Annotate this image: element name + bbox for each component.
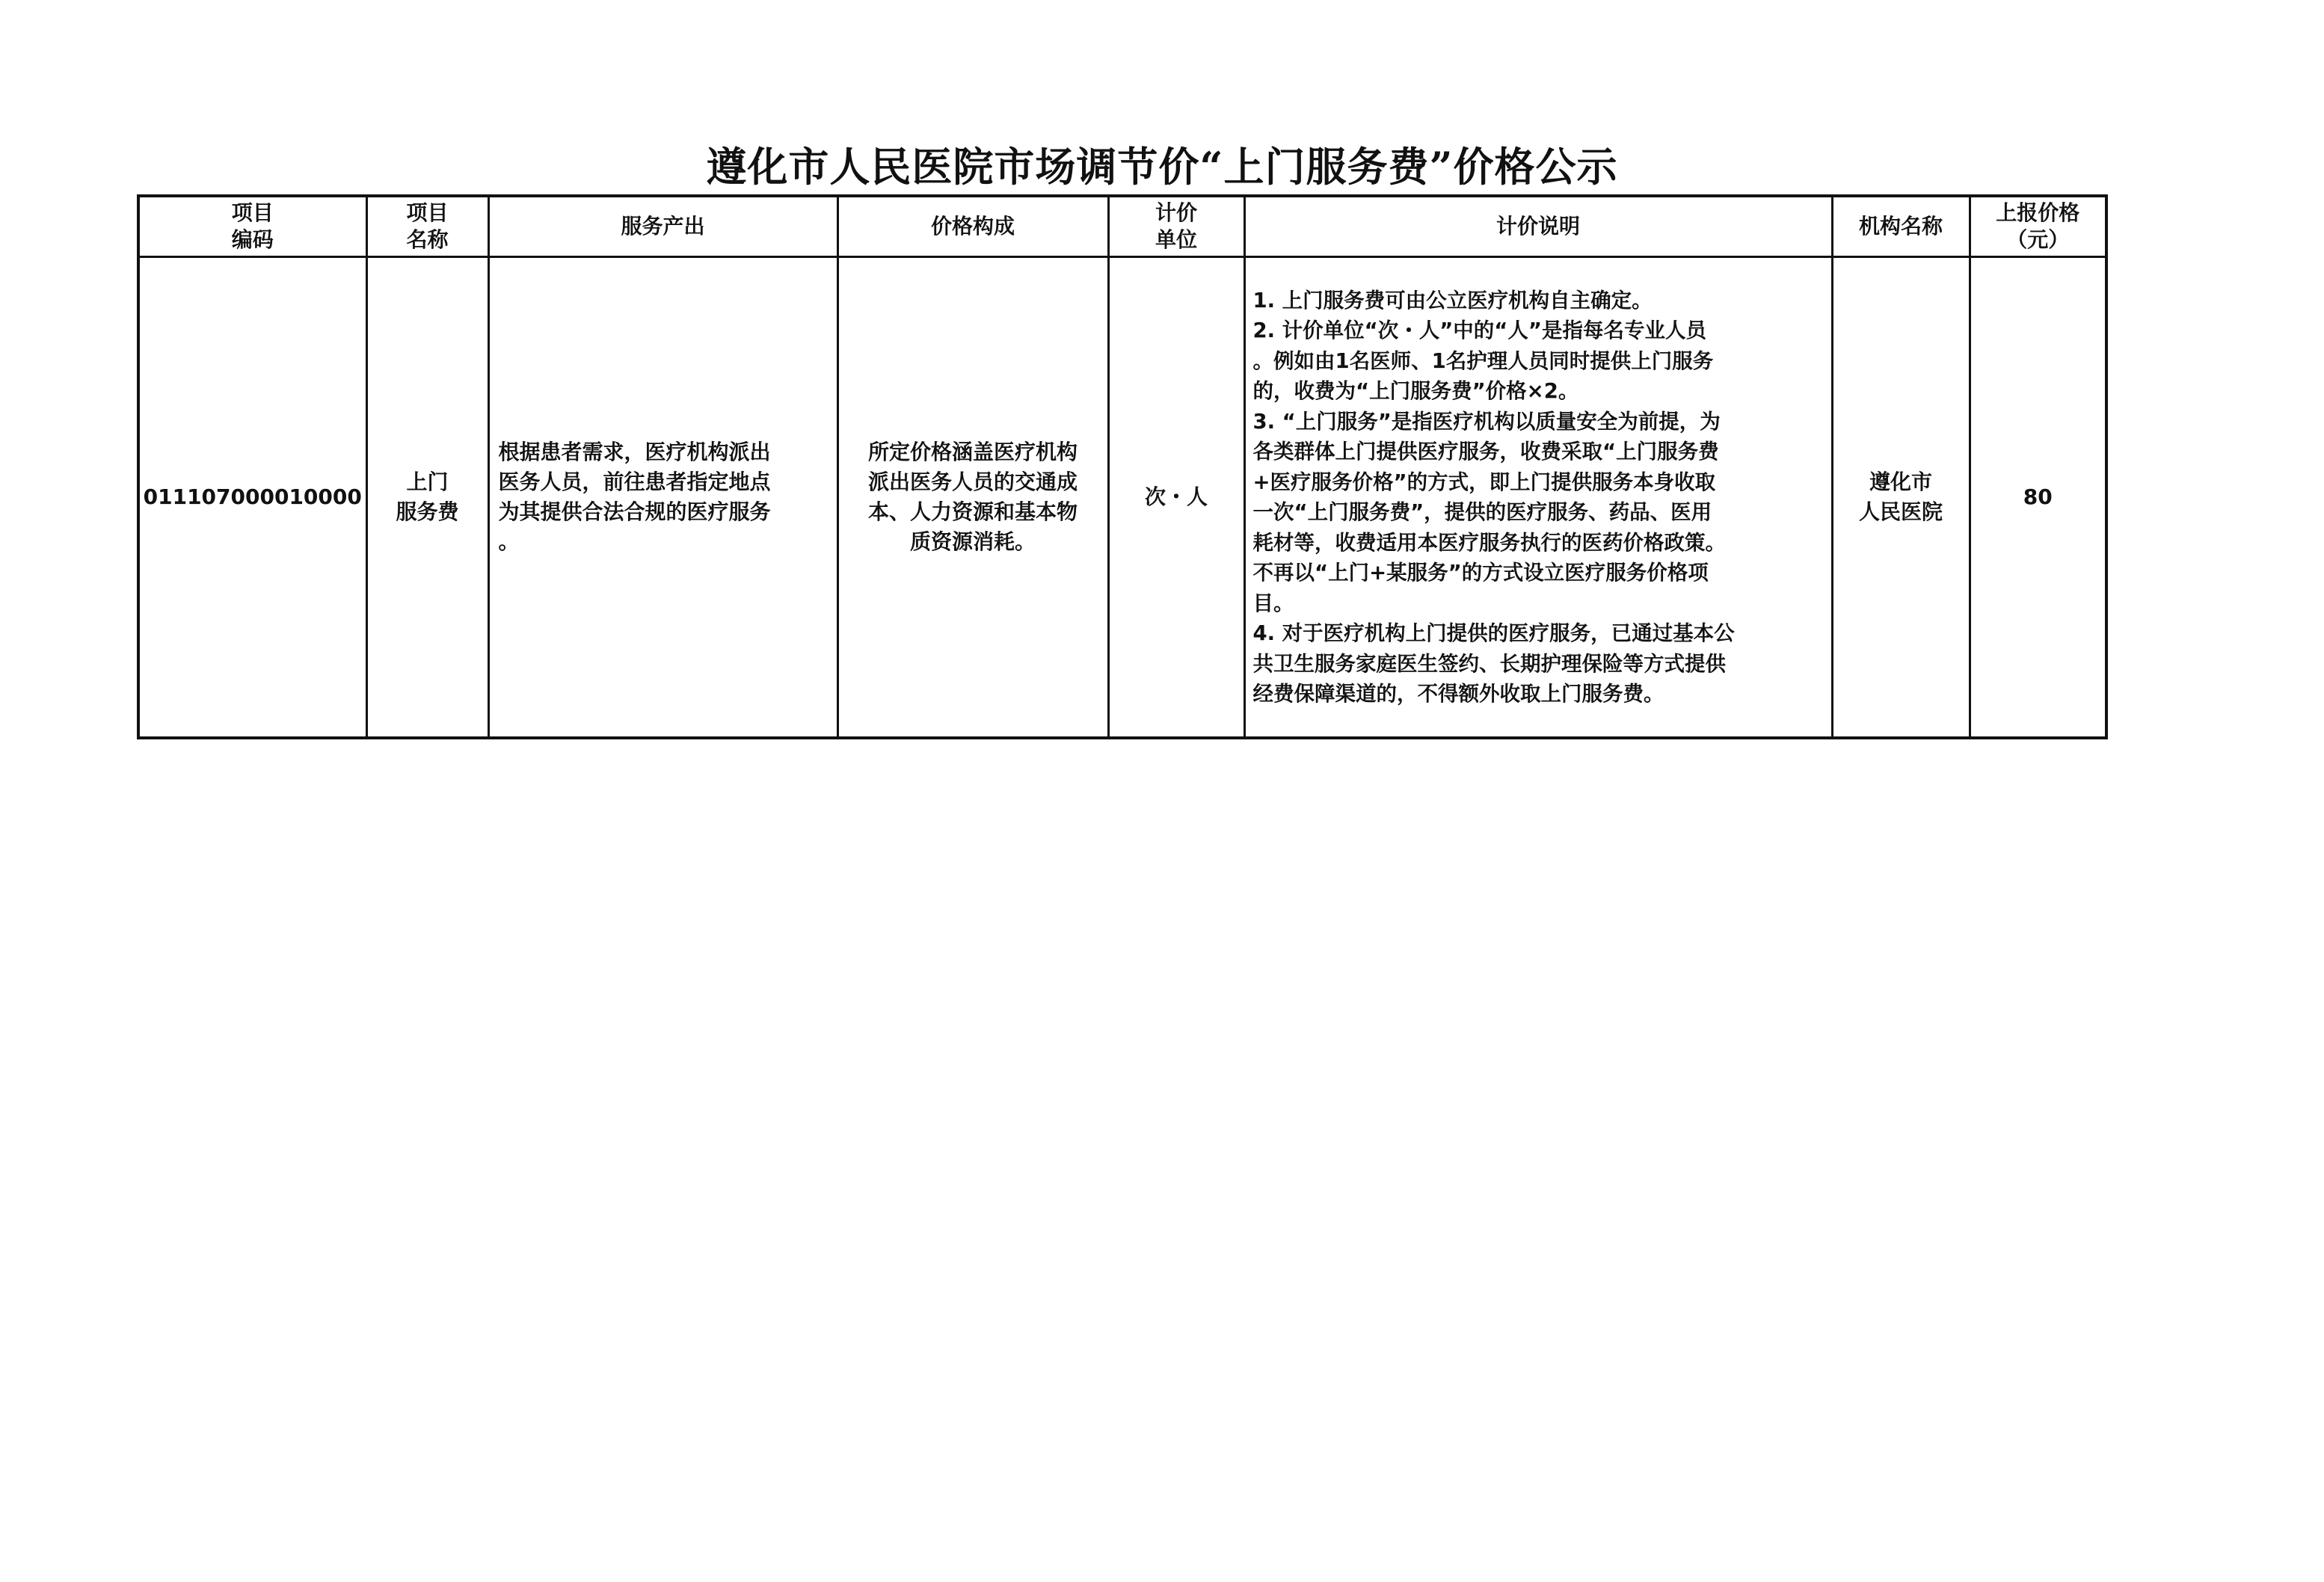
header-composition: 价格构成 xyxy=(837,196,1108,257)
note-line: 4. 对于医疗机构上门提供的医疗服务，已通过基本公 xyxy=(1252,621,1735,645)
note-line: 3. “上门服务”是指医疗机构以质量安全为前提，为 xyxy=(1252,409,1721,434)
note-line: +医疗服务价格”的方式，即上门提供服务本身收取 xyxy=(1252,470,1716,494)
cell-output: 根据患者需求，医疗机构派出 医务人员，前往患者指定地点 为其提供合法合规的医疗服务 。 xyxy=(488,257,837,739)
note-line: 。例如由1名医师、1名护理人员同时提供上门服务 xyxy=(1252,348,1714,373)
header-institution: 机构名称 xyxy=(1832,196,1970,257)
note-line: 不再以“上门+某服务”的方式设立医疗服务价格项 xyxy=(1252,561,1709,585)
note-line: 共卫生服务家庭医生签约、长期护理保险等方式提供 xyxy=(1252,651,1726,676)
price-table xyxy=(137,194,2108,739)
header-row xyxy=(138,196,2106,257)
note-line: 2. 计价单位“次・人”中的“人”是指每名专业人员 xyxy=(1252,318,1706,342)
header-unit: 计价 单位 xyxy=(1108,196,1244,257)
note-line: 1. 上门服务费可由公立医疗机构自主确定。 xyxy=(1252,288,1653,313)
note-line: 目。 xyxy=(1252,591,1294,615)
page-title: 遵化市人民医院市场调节价“上门服务费”价格公示 xyxy=(706,143,1618,191)
header-name: 项目 名称 xyxy=(366,196,488,257)
note-line: 耗材等，收费适用本医疗服务执行的医药价格政策。 xyxy=(1252,530,1726,555)
table-row xyxy=(138,257,2106,739)
note-line: 经费保障渠道的，不得额外收取上门服务费。 xyxy=(1252,682,1664,706)
note-line: 的，收费为“上门服务费”价格×2。 xyxy=(1252,379,1579,403)
cell-unit: 次・人 xyxy=(1108,257,1244,739)
cell-code: 011107000010000 xyxy=(138,257,366,739)
header-notes: 计价说明 xyxy=(1244,196,1832,257)
cell-composition: 所定价格涵盖医疗机构 派出医务人员的交通成 本、人力资源和基本物 质资源消耗。 xyxy=(837,257,1108,739)
header-output: 服务产出 xyxy=(488,196,837,257)
cell-price: 80 xyxy=(1970,257,2106,739)
cell-institution: 遵化市 人民医院 xyxy=(1832,257,1970,739)
cell-name: 上门 服务费 xyxy=(366,257,488,739)
note-line: 各类群体上门提供医疗服务，收费采取“上门服务费 xyxy=(1252,440,1719,464)
header-code: 项目 编码 xyxy=(138,196,366,257)
note-line: 一次“上门服务费”，提供的医疗服务、药品、医用 xyxy=(1252,500,1712,524)
cell-notes xyxy=(1244,257,1832,739)
header-price: 上报价格 （元） xyxy=(1970,196,2106,257)
